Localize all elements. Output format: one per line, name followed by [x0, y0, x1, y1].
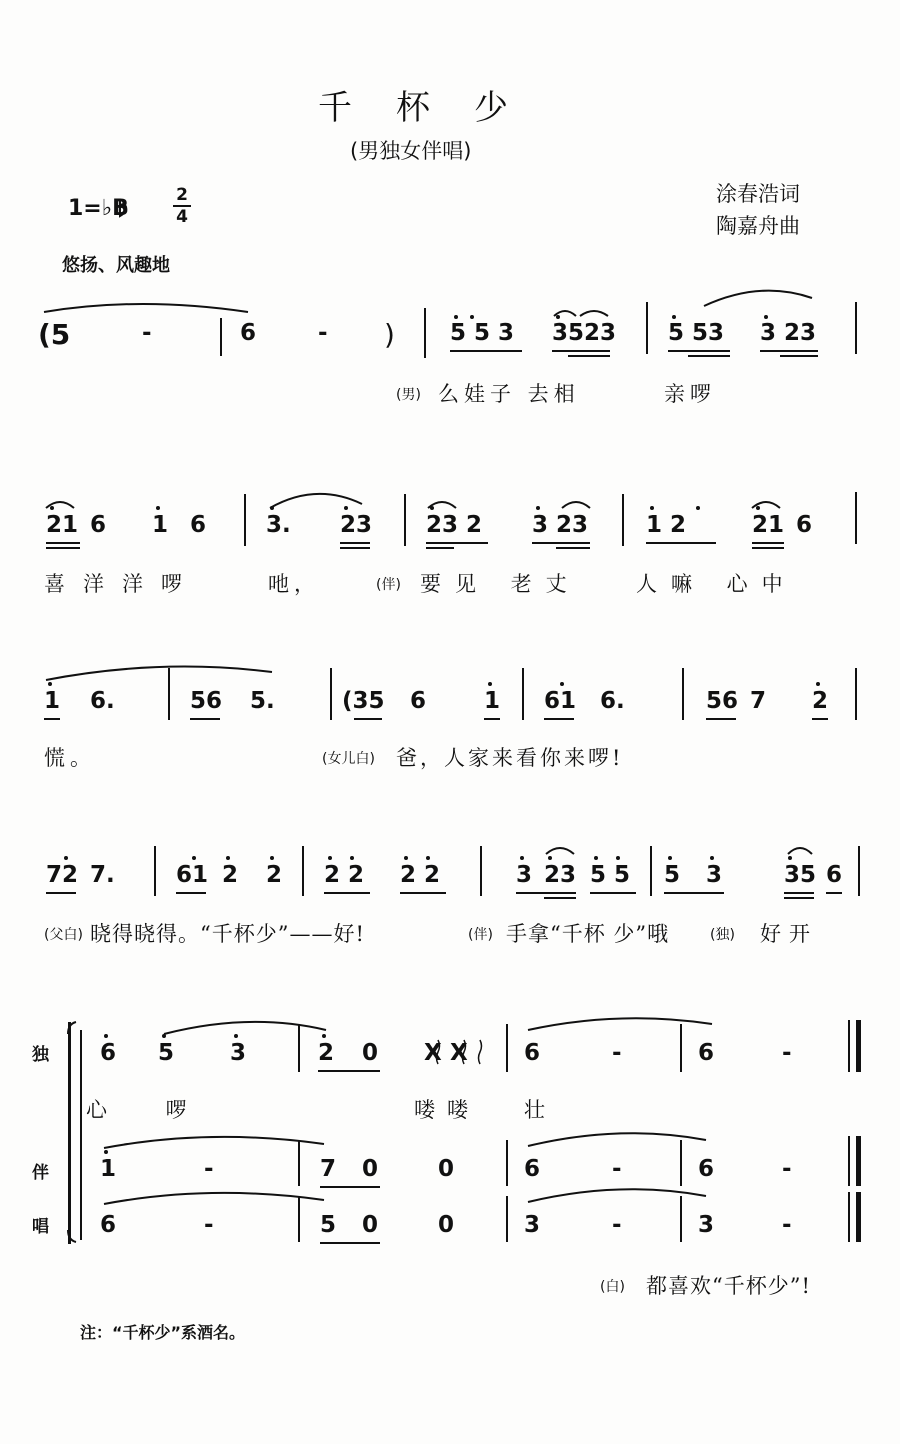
- barline: [506, 1196, 508, 1242]
- barline: [622, 494, 624, 546]
- octave-dot: [404, 856, 408, 860]
- note-group: 3523: [552, 320, 617, 346]
- final-barline: [848, 1136, 850, 1186]
- beam: [400, 892, 446, 894]
- beam: [324, 892, 370, 894]
- octave-dot: [430, 506, 434, 510]
- note-group: 61: [544, 688, 577, 714]
- note-group: 61: [176, 862, 209, 888]
- barline: [302, 846, 304, 896]
- beam: [590, 892, 636, 894]
- barline: [244, 494, 246, 546]
- tie: [562, 502, 590, 508]
- beam: [484, 718, 500, 720]
- barline: [682, 668, 684, 720]
- barline: [858, 846, 860, 896]
- barline: [680, 1196, 682, 1242]
- beam: [780, 355, 818, 357]
- barline: [168, 668, 170, 720]
- beam: [784, 892, 814, 894]
- part-label-accomp: 伴: [32, 1163, 49, 1183]
- octave-dot: [104, 1034, 108, 1038]
- lyric-text: 心 啰: [86, 1098, 213, 1122]
- barline: [646, 302, 648, 354]
- note: 6: [100, 1212, 117, 1238]
- beam: [552, 350, 610, 352]
- note-dash: -: [318, 320, 328, 346]
- note: 0: [438, 1156, 455, 1182]
- note: 7: [320, 1156, 337, 1182]
- octave-dot: [322, 1034, 326, 1038]
- note-group: 5 5 3: [450, 320, 515, 346]
- beam: [752, 547, 784, 549]
- tie: [546, 848, 574, 854]
- lyric-text: 好开: [760, 922, 818, 946]
- barline: [330, 668, 332, 720]
- slur: [270, 494, 362, 508]
- slur: [104, 1193, 324, 1204]
- singer-tag: (父白): [44, 927, 83, 943]
- key-signature: 1=♭B: [68, 196, 129, 221]
- note-x: X: [450, 1040, 468, 1066]
- note-group: 56: [190, 688, 223, 714]
- note: 6: [524, 1156, 541, 1182]
- beam: [340, 542, 370, 544]
- note: 6: [796, 512, 813, 538]
- note-group: 3 23: [532, 512, 589, 538]
- footnote: 注：“千杯少”系酒名。: [80, 1323, 246, 1342]
- octave-dot: [328, 856, 332, 860]
- note-group: 21: [752, 512, 785, 538]
- lyric-text: 手拿“千杯 少”哦: [506, 922, 670, 946]
- slur: [46, 667, 272, 680]
- beam: [752, 542, 784, 544]
- note-group: 23: [340, 512, 373, 538]
- octave-dot: [560, 682, 564, 686]
- octave-dot: [764, 315, 768, 319]
- note: 6: [826, 862, 843, 888]
- lyric-text: 人嘛 心中: [636, 572, 797, 596]
- barline: [424, 308, 426, 358]
- singer-tag: (伴): [468, 927, 493, 943]
- octave-dot: [64, 856, 68, 860]
- barline: [154, 846, 156, 896]
- note: 1: [484, 688, 501, 714]
- octave-dot: [156, 506, 160, 510]
- note: 5: [664, 862, 681, 888]
- note-group: 1 2: [646, 512, 687, 538]
- note: (5: [38, 318, 71, 351]
- beam: [556, 547, 590, 549]
- note-group: 35: [784, 862, 817, 888]
- slur: [164, 1022, 326, 1034]
- octave-dot: [234, 1034, 238, 1038]
- final-barline: [856, 1136, 861, 1186]
- barline: [298, 1024, 300, 1072]
- beam: [568, 355, 610, 357]
- singer-tag: (独): [710, 927, 735, 943]
- note: 3: [706, 862, 723, 888]
- octave-dot: [672, 315, 676, 319]
- lyric-text: 要见 老丈: [420, 572, 581, 596]
- note-group: (35: [342, 688, 385, 714]
- barline: [855, 302, 857, 354]
- lyricist-credit: 涂春浩词: [716, 182, 800, 206]
- note: 2: [266, 862, 283, 888]
- beam: [320, 1242, 380, 1244]
- note-dash: -: [204, 1212, 214, 1238]
- note-dash: -: [612, 1212, 622, 1238]
- note: 5.: [250, 688, 275, 714]
- octave-dot: [616, 856, 620, 860]
- singer-tag: (女儿白): [322, 751, 375, 767]
- final-barline: [848, 1192, 850, 1242]
- note: 7.: [90, 862, 115, 888]
- barline: [855, 492, 857, 544]
- note: 6.: [600, 688, 625, 714]
- octave-dot: [788, 856, 792, 860]
- octave-dot: [104, 1150, 108, 1154]
- octave-dot: [48, 682, 52, 686]
- note-group: 5 53: [668, 320, 725, 346]
- octave-dot: [162, 1034, 166, 1038]
- beam: [340, 547, 370, 549]
- note: 3.: [266, 512, 291, 538]
- octave-dot: [226, 856, 230, 860]
- note-dash: -: [612, 1156, 622, 1182]
- composer-credit: 陶嘉舟曲: [716, 214, 800, 238]
- octave-dot: [50, 506, 54, 510]
- octave-dot: [756, 506, 760, 510]
- note: 6: [698, 1040, 715, 1066]
- final-barline: [848, 1020, 850, 1072]
- lyric-text: 喽喽: [414, 1098, 480, 1122]
- lyric-text: 壮: [524, 1098, 550, 1122]
- octave-dot: [668, 856, 672, 860]
- barline: [220, 318, 222, 356]
- beam: [450, 350, 522, 352]
- beam: [46, 892, 76, 894]
- note: 1: [152, 512, 169, 538]
- note: 6: [240, 320, 257, 346]
- barline: [480, 846, 482, 896]
- beam: [44, 718, 60, 720]
- note: 1: [100, 1156, 117, 1182]
- beam: [784, 897, 814, 899]
- final-barline: [856, 1020, 861, 1072]
- note-group: 3 23: [760, 320, 817, 346]
- note: 7: [750, 688, 767, 714]
- beam: [532, 542, 590, 544]
- note-dash: -: [204, 1156, 214, 1182]
- beam: [664, 892, 724, 894]
- time-signature-bottom: 4: [176, 207, 188, 227]
- beam: [176, 892, 206, 894]
- part-label-solo: 独: [32, 1045, 49, 1065]
- octave-dot: [556, 315, 560, 319]
- page-title: 千杯少: [318, 88, 552, 128]
- tie: [580, 311, 608, 316]
- lyric-text: 爸，人家来看你来啰!: [396, 746, 624, 770]
- note: 0: [362, 1212, 379, 1238]
- note-group: 2 2: [400, 862, 441, 888]
- octave-dot: [470, 315, 474, 319]
- note-group: 23 2: [426, 512, 483, 538]
- lyric-text: 都喜欢“千杯少”!: [646, 1274, 811, 1298]
- note-dash: -: [612, 1040, 622, 1066]
- octave-dot: [270, 856, 274, 860]
- octave-dot: [350, 856, 354, 860]
- octave-dot: [454, 315, 458, 319]
- beam: [826, 892, 842, 894]
- note: 5: [320, 1212, 337, 1238]
- singer-tag: (伴): [376, 577, 401, 593]
- note: 6.: [90, 688, 115, 714]
- barline: [855, 668, 857, 720]
- note: 0: [438, 1212, 455, 1238]
- lyric-text: 晓得晓得。“千杯少”——好!: [90, 922, 365, 946]
- note: 3: [230, 1040, 247, 1066]
- beam: [190, 718, 220, 720]
- note: 6: [90, 512, 107, 538]
- note-x: X: [424, 1040, 442, 1066]
- octave-dot: [426, 856, 430, 860]
- octave-dot: [344, 506, 348, 510]
- note: 2: [318, 1040, 335, 1066]
- octave-dot: [488, 682, 492, 686]
- note: 6: [698, 1156, 715, 1182]
- octave-dot: [650, 506, 654, 510]
- octave-dot: [710, 856, 714, 860]
- octave-dot: [816, 682, 820, 686]
- beam: [760, 350, 818, 352]
- part-label-accomp: 唱: [32, 1217, 49, 1237]
- barline: [506, 1140, 508, 1186]
- system-line: [80, 1030, 82, 1240]
- final-barline: [856, 1192, 861, 1242]
- slur: [44, 304, 248, 312]
- note-group: 23: [544, 862, 577, 888]
- note: 5: [158, 1040, 175, 1066]
- lyric-text: 吔，: [268, 572, 320, 596]
- note: 3: [698, 1212, 715, 1238]
- note-group: 2 2: [324, 862, 365, 888]
- barline: [680, 1140, 682, 1186]
- octave-dot: [548, 856, 552, 860]
- beam: [646, 542, 716, 544]
- lyric-text: 喜洋洋啰: [44, 572, 200, 596]
- barline: [404, 494, 406, 546]
- barline: [298, 1140, 300, 1186]
- note-dash: -: [142, 320, 152, 346]
- beam: [688, 355, 730, 357]
- note-group: 21: [46, 512, 79, 538]
- beam: [516, 892, 576, 894]
- note: 1: [44, 688, 61, 714]
- barline: [298, 1196, 300, 1242]
- beam: [354, 718, 382, 720]
- note: 3: [516, 862, 533, 888]
- note: 6: [524, 1040, 541, 1066]
- note-group: 72: [46, 862, 79, 888]
- octave-dot: [192, 856, 196, 860]
- tempo-marking: 悠扬、风趣地: [62, 255, 170, 276]
- beam: [46, 547, 80, 549]
- note-dash: -: [782, 1156, 792, 1182]
- beam: [318, 1070, 380, 1072]
- barline: [650, 846, 652, 896]
- lyric-text: 亲啰: [664, 382, 716, 406]
- beam: [812, 718, 828, 720]
- tie: [788, 848, 812, 854]
- octave-dot: [520, 856, 524, 860]
- beam: [46, 542, 80, 544]
- singer-tag: (男): [396, 387, 421, 403]
- singer-tag: (白): [600, 1279, 625, 1295]
- lyric-text: 慌。: [44, 746, 96, 770]
- beam: [320, 1186, 380, 1188]
- octave-dot: [270, 506, 274, 510]
- note-group: 5 5: [590, 862, 631, 888]
- beam: [668, 350, 730, 352]
- note-group: 56: [706, 688, 739, 714]
- note-dash: -: [782, 1212, 792, 1238]
- note: 2: [812, 688, 829, 714]
- beam: [426, 547, 454, 549]
- subtitle: (男独女伴唱): [350, 139, 472, 163]
- note: 2: [222, 862, 239, 888]
- note: 0: [362, 1156, 379, 1182]
- lyric-text: 么娃子 去相: [438, 382, 580, 406]
- note: ): [384, 318, 395, 351]
- note: 6: [100, 1040, 117, 1066]
- beam: [544, 897, 576, 899]
- beam: [544, 718, 574, 720]
- slur: [104, 1137, 324, 1148]
- note: 3: [524, 1212, 541, 1238]
- note: 6: [190, 512, 207, 538]
- beam: [426, 542, 488, 544]
- note: 6: [410, 688, 427, 714]
- barline: [506, 1024, 508, 1072]
- system-line: [68, 1022, 71, 1244]
- slur: [704, 291, 812, 306]
- octave-dot: [594, 856, 598, 860]
- octave-dot: [696, 506, 700, 510]
- slur: [528, 1018, 712, 1030]
- barline: [680, 1024, 682, 1072]
- note: 0: [362, 1040, 379, 1066]
- beam: [706, 718, 736, 720]
- note-dash: -: [782, 1040, 792, 1066]
- time-signature-top: 2: [176, 185, 188, 205]
- octave-dot: [536, 506, 540, 510]
- barline: [522, 668, 524, 720]
